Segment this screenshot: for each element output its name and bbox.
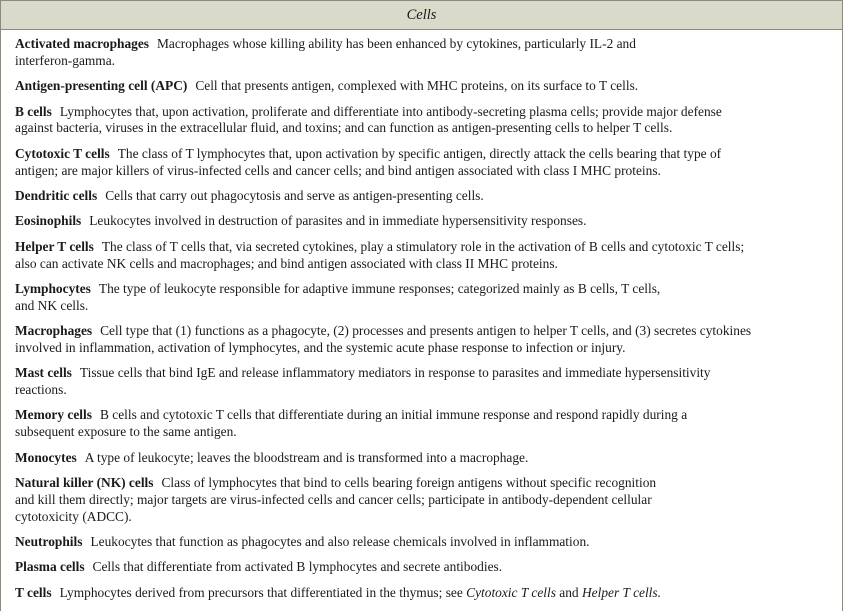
entry-term: Eosinophils bbox=[15, 213, 82, 229]
entry-term: Memory cells bbox=[15, 407, 92, 423]
glossary-entry bbox=[15, 239, 842, 273]
entry-term: Activated macrophages bbox=[15, 36, 150, 51]
entry-definition: Cells that differentiate from activated B lymphocytes and secrete antibodies. bbox=[92, 559, 503, 575]
entry-term: Plasma cells bbox=[15, 559, 85, 575]
glossary-entries bbox=[1, 30, 842, 602]
table-header bbox=[1, 0, 842, 30]
entry-definition: A type of leukocyte; leaves the bloodstream and is transformed into a macrophage. bbox=[84, 449, 529, 465]
entry-definition: Cell type that (1) functions as a phagocyte, (2) processes and presents antigen to helper T cells, and (3) secretes cytokines involved in inflammation, activation of lymphocytes, and the systemic acute phase response to infection or injury. bbox=[15, 323, 752, 355]
glossary-entry bbox=[15, 36, 842, 70]
entry-definition: Lymphocytes that, upon activation, proliferate and differentiate into antibody-secreting plasma cells; provide major defense against bacteria, viruses in the extracellular fluid, and toxins; and can function as antigen-presenting cells to helper T cells. bbox=[15, 103, 722, 136]
glossary-entry bbox=[15, 188, 842, 205]
entry-term: Helper T cells bbox=[15, 238, 94, 254]
entry-definition: Tissue cells that bind IgE and release inflammatory mediators in response to parasites and immediate hypersensitivity reactions. bbox=[15, 365, 711, 398]
glossary-entry bbox=[15, 323, 842, 357]
entry-term: Mast cells bbox=[15, 365, 72, 381]
entry-term: Lymphocytes bbox=[15, 280, 91, 296]
glossary-entry bbox=[15, 407, 842, 441]
entry-term: Macrophages bbox=[15, 323, 93, 339]
entry-term: Neutrophils bbox=[15, 534, 83, 550]
entry-definition: Cell that presents antigen, complexed with MHC proteins, on its surface to T cells. bbox=[195, 78, 639, 94]
glossary-entry bbox=[15, 534, 842, 551]
entry-term: Cytotoxic T cells bbox=[15, 145, 110, 161]
glossary-entry bbox=[15, 281, 842, 315]
entry-definition: The type of leukocyte responsible for adaptive immune responses; categorized mainly as B cells, T cells, and NK cells. bbox=[15, 280, 661, 313]
entry-definition: Leukocytes involved in destruction of parasites and in immediate hypersensitivity responses. bbox=[89, 213, 587, 229]
see-ref-cytotoxic: Cytotoxic T cells bbox=[466, 584, 556, 600]
glossary-entry bbox=[15, 146, 842, 180]
glossary-entry bbox=[15, 559, 842, 576]
glossary-entry bbox=[15, 104, 842, 138]
entry-definition: Class of lymphocytes that bind to cells bearing foreign antigens without specific recognition and kill them directly; major targets are virus-infected cells and cancer cells; participate in antibody-dependent cellular cytotoxicity (ADCC). bbox=[15, 475, 657, 524]
glossary-entry bbox=[15, 365, 842, 399]
entry-definition: The class of T lymphocytes that, upon activation by specific antigen, directly attack the cells bearing that type of antigen; are major killers of virus-infected cells and cancer cells; and bind antigen associated with class I MHC proteins. bbox=[15, 145, 722, 178]
table-title: Cells bbox=[406, 6, 437, 23]
entry-term: Antigen-presenting cell (APC) bbox=[15, 78, 188, 94]
entry-term: T cells bbox=[15, 584, 52, 600]
glossary-entry bbox=[15, 213, 842, 230]
entry-definition: Lymphocytes derived from precursors that differentiated in the thymus; see Cytotoxic T cells and Helper T cells. bbox=[59, 584, 661, 600]
entry-definition: The class of T cells that, via secreted cytokines, play a stimulatory role in the activation of B cells and cytotoxic T cells; also can activate NK cells and macrophages; and bind antigen associated with class II MHC proteins. bbox=[15, 238, 745, 271]
entry-term: Monocytes bbox=[15, 449, 77, 465]
glossary-entry bbox=[15, 450, 842, 467]
entry-term: Dendritic cells bbox=[15, 187, 98, 203]
entry-definition: Leukocytes that function as phagocytes and also release chemicals involved in inflammation. bbox=[90, 534, 590, 550]
entry-term: Natural killer (NK) cells bbox=[15, 475, 154, 491]
entry-definition: B cells and cytotoxic T cells that differentiate during an initial immune response and respond rapidly during a subsequent exposure to the same antigen. bbox=[15, 407, 688, 440]
glossary-entry bbox=[15, 475, 842, 525]
see-ref-helper: Helper T cells. bbox=[581, 584, 661, 600]
entry-definition: Macrophages whose killing ability has been enhanced by cytokines, particularly IL-2 and interferon-gamma. bbox=[15, 36, 636, 68]
entry-term: B cells bbox=[15, 103, 52, 119]
glossary-entry bbox=[15, 585, 842, 602]
glossary-entry bbox=[15, 78, 842, 95]
entry-definition: Cells that carry out phagocytosis and serve as antigen-presenting cells. bbox=[105, 187, 484, 203]
